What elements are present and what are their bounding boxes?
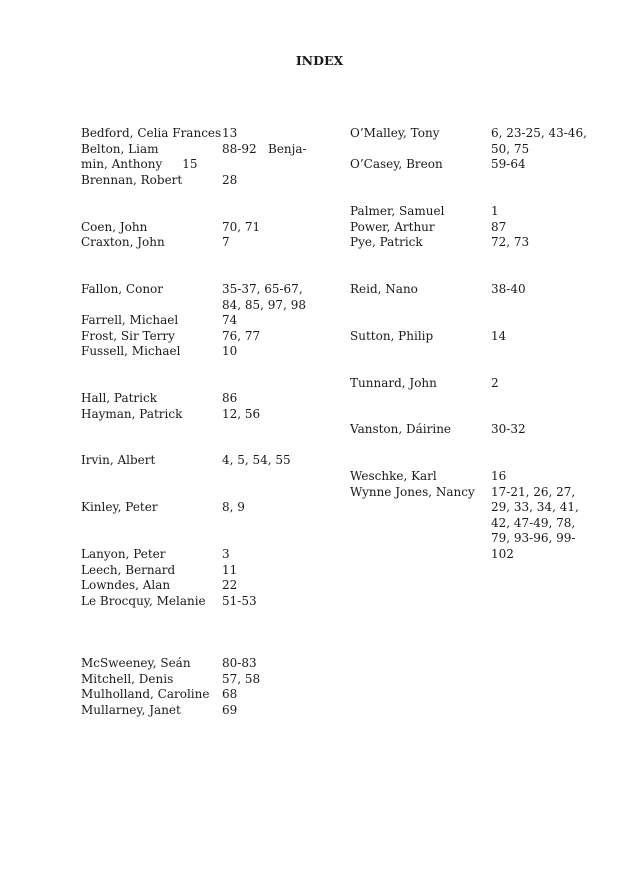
section-gap	[350, 438, 590, 469]
entry-pages-line: 6, 23-25, 43-46,	[491, 126, 587, 140]
index-entry	[81, 344, 311, 360]
entry-pages: 12, 56	[222, 406, 261, 421]
entry-pages: 68	[222, 687, 238, 702]
entry-pages: 22	[222, 578, 238, 593]
index-entry	[350, 485, 590, 563]
entry-pages: 2	[491, 375, 499, 390]
index-entry	[81, 329, 311, 345]
entry-pages: 28	[222, 172, 238, 187]
index-entry	[81, 157, 311, 173]
index-column-left	[81, 126, 311, 719]
index-entry	[81, 578, 311, 594]
index-entry	[350, 376, 590, 392]
entry-name: Weschke, Karl	[350, 469, 437, 484]
entry-pages: 74	[222, 313, 238, 328]
index-entry	[350, 204, 590, 220]
index-entry	[350, 329, 590, 345]
index-entry	[81, 563, 311, 579]
entry-name: Power, Arthur	[350, 219, 435, 234]
index-entry	[81, 656, 311, 672]
index-entry	[81, 126, 311, 142]
entry-pages: 1	[491, 203, 499, 218]
entry-pages: 38-40	[491, 281, 526, 296]
entry-name: Mullarney, Janet	[81, 702, 181, 717]
section-gap	[350, 251, 590, 282]
entry-pages-line: 79, 93-96, 99-102	[491, 531, 576, 562]
page-title: INDEX	[295, 53, 344, 68]
section-gap	[81, 609, 311, 640]
index-entry	[81, 220, 311, 236]
entry-pages: 8, 9	[222, 500, 245, 515]
entry-pages: 59-64	[491, 157, 526, 172]
entry-pages-line: 50, 75	[491, 141, 530, 156]
section-gap	[81, 188, 311, 219]
entry-name: Hayman, Patrick	[81, 406, 183, 421]
index-column-right	[350, 126, 590, 563]
entry-pages	[222, 282, 311, 313]
entry-pages: 57, 58	[222, 671, 261, 686]
entry-name: Reid, Nano	[350, 281, 418, 296]
entry-name: Lanyon, Peter	[81, 547, 166, 562]
entry-pages: 13	[222, 126, 238, 140]
entry-name: Tunnard, John	[350, 375, 437, 390]
section-gap	[350, 298, 590, 329]
entry-pages: 30-32	[491, 422, 526, 437]
index-entry	[81, 407, 311, 423]
entry-pages: 7	[222, 235, 230, 250]
entry-pages: 69	[222, 702, 238, 717]
entry-name: Le Brocquy, Melanie	[81, 593, 206, 608]
index-entry	[81, 703, 311, 719]
entry-pages: 88-92	[222, 141, 257, 156]
section-gap	[350, 391, 590, 422]
section-gap	[81, 516, 311, 547]
index-entry	[81, 282, 311, 313]
index-entry	[350, 220, 590, 236]
entry-name: Palmer, Samuel	[350, 203, 445, 218]
entry-pages-line: 84, 85, 97, 98	[222, 297, 306, 312]
section-gap	[81, 251, 311, 282]
entry-pages: 16	[491, 469, 507, 484]
index-entry	[350, 157, 590, 173]
entry-pages: 4, 5, 54, 55	[222, 453, 291, 468]
section-gap	[81, 469, 311, 500]
index-entry	[350, 282, 590, 298]
index-entry	[81, 391, 311, 407]
entry-pages	[491, 485, 590, 563]
entry-name: Belton, Liam	[81, 141, 159, 156]
entry-name: Leech, Bernard	[81, 562, 176, 577]
entry-name: Pye, Patrick	[350, 235, 423, 250]
entry-name: McSweeney, Seán	[81, 656, 191, 671]
section-gap	[81, 422, 311, 453]
entry-pages: 76, 77	[222, 328, 261, 343]
entry-pages: 51-53	[222, 593, 257, 608]
entry-name: Fussell, Michael	[81, 344, 181, 359]
section-gap	[81, 360, 311, 391]
section-gap	[81, 641, 311, 657]
index-entry	[81, 687, 311, 703]
index-entry	[81, 672, 311, 688]
index-entry	[81, 500, 311, 516]
hyphenated-name-start: Benja-	[268, 141, 307, 156]
entry-name: Mitchell, Denis	[81, 671, 174, 686]
entry-name: Irvin, Albert	[81, 453, 156, 468]
entry-name: Craxton, John	[81, 235, 165, 250]
entry-pages: 87	[491, 219, 507, 234]
entry-pages: 86	[222, 391, 238, 406]
entry-pages: 15	[182, 157, 198, 172]
index-entry	[81, 142, 311, 158]
index-entry	[81, 173, 311, 189]
entry-name: O’Casey, Breon	[350, 157, 443, 172]
index-entry	[81, 235, 311, 251]
section-gap	[350, 173, 590, 204]
entry-pages: 72, 73	[491, 235, 530, 250]
entry-pages	[491, 126, 590, 157]
entry-pages: 14	[491, 328, 507, 343]
entry-name: Brennan, Robert	[81, 172, 183, 187]
entry-name: Bedford, Celia Frances	[81, 126, 222, 140]
entry-name: Hall, Patrick	[81, 391, 158, 406]
entry-name: Sutton, Philip	[350, 328, 434, 343]
index-entry	[81, 594, 311, 610]
entry-name: Vanston, Dáirine	[350, 422, 452, 437]
entry-pages-line: 42, 47-49, 78,	[491, 515, 576, 530]
entry-pages: 70, 71	[222, 219, 261, 234]
entry-name: Farrell, Michael	[81, 313, 179, 328]
entry-pages-line: 35-37, 65-67,	[222, 281, 303, 296]
entry-pages-line: 17-21, 26, 27,	[491, 484, 576, 499]
entry-name: Frost, Sir Terry	[81, 328, 175, 343]
entry-pages: 3	[222, 547, 230, 562]
section-gap	[350, 344, 590, 375]
entry-name: Lowndes, Alan	[81, 578, 171, 593]
entry-pages: 10	[222, 344, 238, 359]
entry-name: Fallon, Conor	[81, 281, 164, 296]
entry-pages-line: 29, 33, 34, 41,	[491, 500, 579, 515]
entry-name: Mulholland, Caroline	[81, 687, 210, 702]
entry-name: Coen, John	[81, 219, 148, 234]
index-entry	[350, 422, 590, 438]
entry-name: min, Anthony	[81, 157, 163, 172]
index-entry	[350, 469, 590, 485]
entry-pages: 11	[222, 562, 238, 577]
index-entry	[350, 235, 590, 251]
index-entry	[350, 126, 590, 157]
index-entry	[81, 453, 311, 469]
index-entry	[81, 547, 311, 563]
entry-name: O’Malley, Tony	[350, 126, 440, 140]
entry-pages: 80-83	[222, 656, 257, 671]
entry-name: Kinley, Peter	[81, 500, 158, 515]
entry-name: Wynne Jones, Nancy	[350, 484, 475, 499]
index-entry	[81, 313, 311, 329]
